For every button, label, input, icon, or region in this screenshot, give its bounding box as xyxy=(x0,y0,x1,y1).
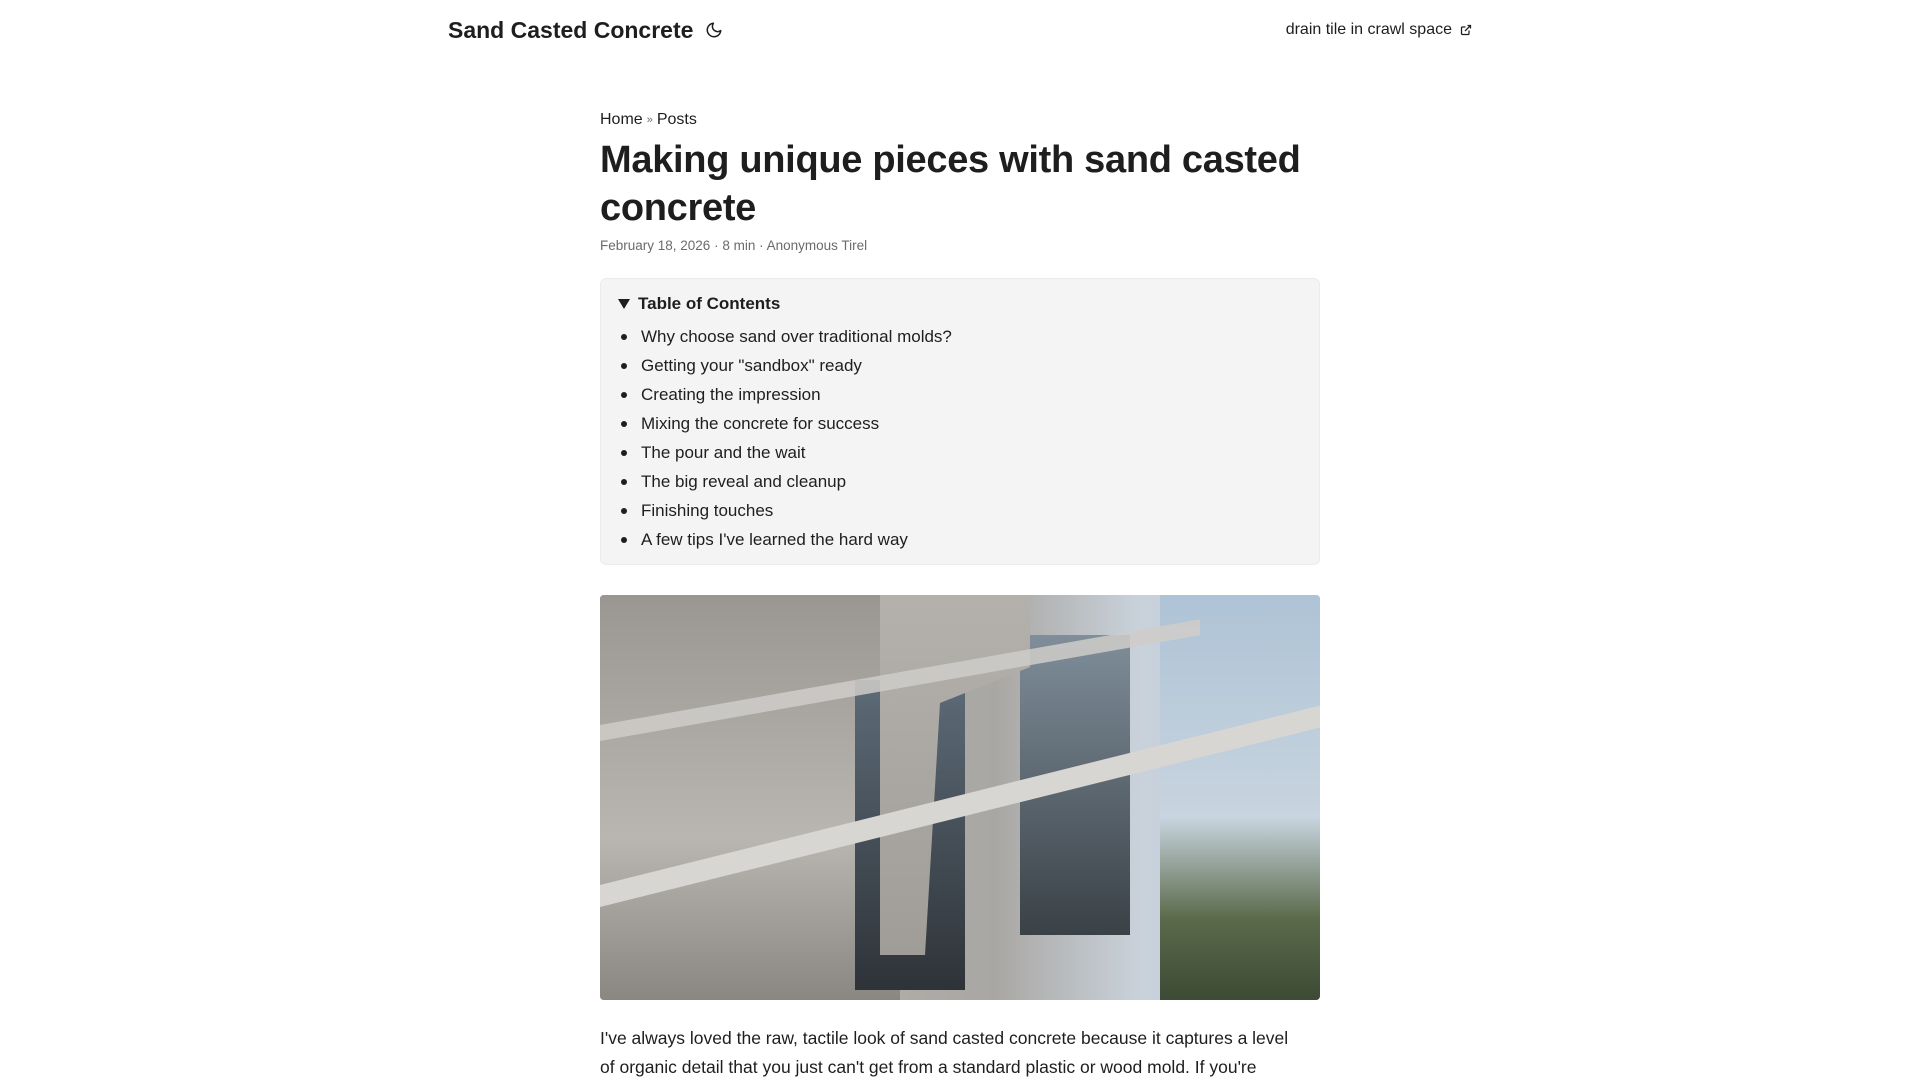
bullet-icon xyxy=(621,537,627,543)
toc-link[interactable]: The pour and the wait xyxy=(641,442,806,462)
toc-list xyxy=(618,322,1302,554)
external-link-icon xyxy=(1460,24,1472,36)
bullet-icon xyxy=(621,363,627,369)
toc-item xyxy=(618,351,1302,380)
triangle-down-icon xyxy=(618,299,630,309)
site-header xyxy=(448,0,1472,60)
moon-icon[interactable] xyxy=(705,21,723,39)
toc-link[interactable]: Getting your "sandbox" ready xyxy=(641,355,862,375)
toc-item xyxy=(618,496,1302,525)
toc-link[interactable]: The big reveal and cleanup xyxy=(641,471,847,491)
nav-link-drain-tile[interactable] xyxy=(1286,21,1472,39)
toc-link[interactable]: Creating the impression xyxy=(641,384,821,404)
bullet-icon xyxy=(621,450,627,456)
post-paragraph xyxy=(600,1024,1320,1082)
bullet-icon xyxy=(621,421,627,427)
toc-label: Table of Contents xyxy=(638,294,781,313)
toc-link[interactable]: Mixing the concrete for success xyxy=(641,413,880,433)
table-of-contents xyxy=(600,278,1320,565)
toc-item xyxy=(618,409,1302,438)
paragraph-line: I've always loved the raw, tactile look of sand casted concrete because it captures a level xyxy=(600,1028,1289,1048)
toc-item xyxy=(618,322,1302,351)
bullet-icon xyxy=(621,392,627,398)
nav-link-label: drain tile in crawl space xyxy=(1285,21,1452,38)
site-logo-link[interactable] xyxy=(448,17,723,44)
paragraph-line: of organic detail that you just can't get from a standard plastic or wood mold. If you're xyxy=(600,1057,1257,1077)
sky-and-trees xyxy=(1160,595,1320,1000)
post-meta: February 18, 2026 · 8 min · Anonymous Tirel xyxy=(600,238,868,253)
breadcrumb xyxy=(600,108,1320,132)
breadcrumb-home[interactable]: Home xyxy=(600,111,643,128)
post-title: Making unique pieces with sand casted concrete xyxy=(600,139,1301,229)
site-title: Sand Casted Concrete xyxy=(448,16,694,43)
toc-item xyxy=(618,525,1302,554)
breadcrumb-separator: » xyxy=(646,114,653,126)
toc-toggle[interactable] xyxy=(618,291,1302,317)
toc-item xyxy=(618,380,1302,409)
toc-link[interactable]: A few tips I've learned the hard way xyxy=(641,529,908,549)
cover-image xyxy=(600,595,1320,1000)
bullet-icon xyxy=(621,334,627,340)
bullet-icon xyxy=(621,479,627,485)
bullet-icon xyxy=(621,508,627,514)
toc-link[interactable]: Finishing touches xyxy=(641,500,774,520)
breadcrumb-posts[interactable]: Posts xyxy=(656,111,697,128)
post-main xyxy=(600,108,1320,1082)
toc-link[interactable]: Why choose sand over traditional molds? xyxy=(641,326,952,346)
toc-item xyxy=(618,438,1302,467)
toc-item xyxy=(618,467,1302,496)
